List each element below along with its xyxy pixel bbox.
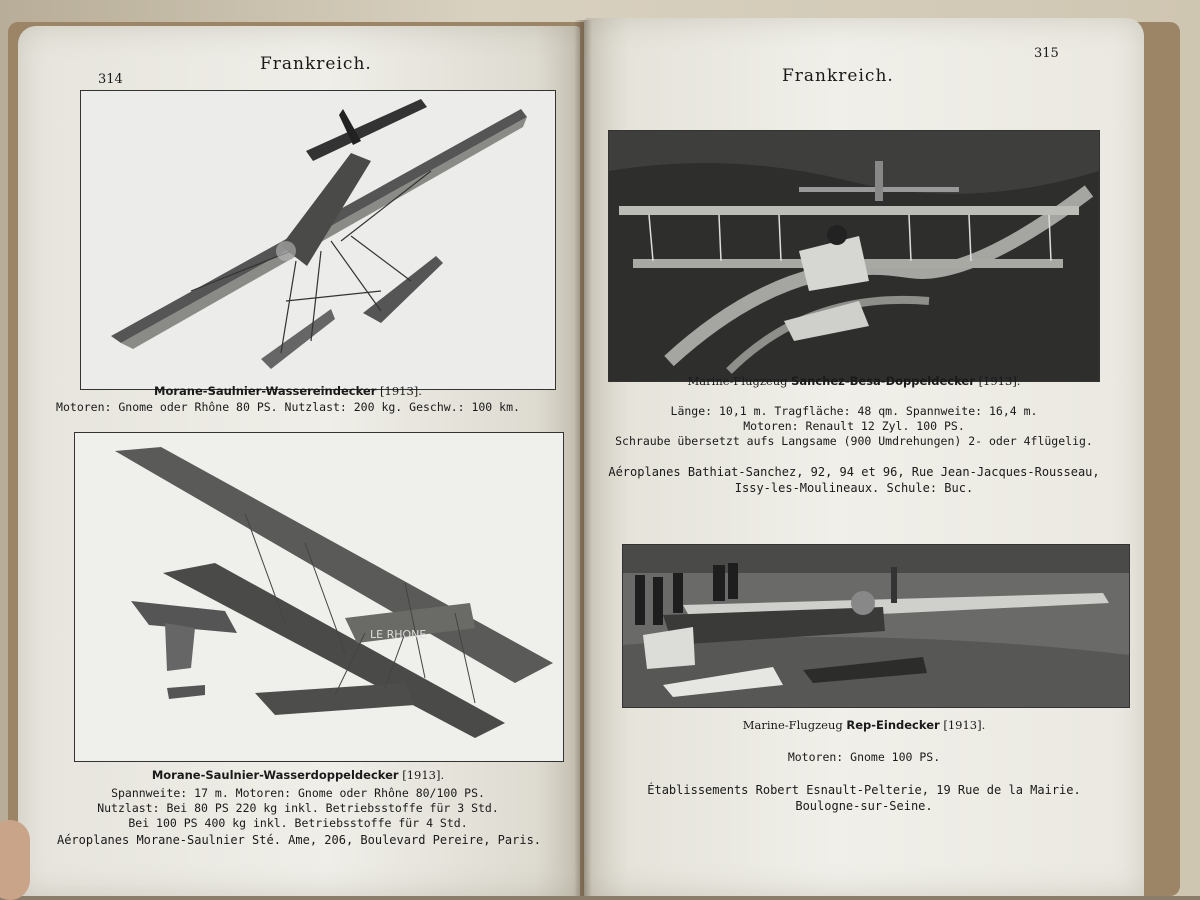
- right-fig1-year: [1913].: [978, 374, 1021, 388]
- right-fig1-maker-line2: Issy-les-Moulineaux. Schule: Buc.: [734, 481, 974, 495]
- right-fig1-caption: [584, 374, 1124, 389]
- left-fig1-specs: Motoren: Gnome oder Rhône 80 PS. Nutzlast: 200 kg. Geschw.: 100 km.: [56, 400, 520, 414]
- right-fig2-maker-line2: Boulogne-sur-Seine.: [795, 799, 933, 813]
- left-fig1-caption: [18, 384, 558, 399]
- right-fig2-maker-line1: Établissements Robert Esnault-Pelterie, 19 Rue de la Mairie.: [647, 783, 1081, 797]
- monoplane-illustration: [81, 91, 555, 389]
- photo-rep-monoplane: [622, 544, 1130, 708]
- fuselage-lettering: LE RHONE: [370, 628, 427, 641]
- left-fig2-spec-line3: Bei 100 PS 400 kg inkl. Betriebsstoffe für 4 Std.: [128, 816, 468, 830]
- left-fig2-spec-line2: Nutzlast: Bei 80 PS 220 kg inkl. Betriebsstoffe für 3 Std.: [97, 801, 499, 815]
- right-page: [584, 18, 1144, 896]
- photo-morane-saulnier-monoplane: [80, 90, 556, 390]
- right-fig2-caption: [584, 718, 1144, 733]
- right-fig1-spec-line2: Motoren: Renault 12 Zyl. 100 PS.: [743, 419, 965, 433]
- thumb: [0, 820, 30, 900]
- right-fig1-spec-line3: Schraube übersetzt aufs Langsame (900 Umdrehungen) 2- oder 4flügelig.: [615, 434, 1093, 448]
- rep-monoplane-illustration: [623, 545, 1129, 707]
- left-fig1-year: [1913].: [380, 384, 422, 398]
- sanchez-besa-illustration: [609, 131, 1099, 381]
- left-page-number: 314: [98, 72, 123, 87]
- right-fig1-title-bold: Sanchez-Besa-Doppeldecker: [791, 374, 975, 388]
- left-fig1-title: Morane-Saulnier-Wassereindecker: [154, 384, 377, 398]
- left-fig2-maker: Aéroplanes Morane-Saulnier Sté. Ame, 206, Boulevard Pereire, Paris.: [56, 833, 542, 847]
- right-fig2-title-prefix: Marine-Flugzeug: [742, 718, 843, 732]
- photo-morane-saulnier-biplane: [74, 432, 564, 762]
- biplane-illustration: [75, 433, 563, 761]
- photo-sanchez-besa-biplane: [608, 130, 1100, 382]
- right-fig2-year: [1913].: [943, 718, 986, 732]
- right-fig2-specs: Motoren: Gnome 100 PS.: [787, 750, 941, 764]
- right-fig2-title-bold: Rep-Eindecker: [846, 718, 940, 732]
- left-fig2-spec-line1: Spannweite: 17 m. Motoren: Gnome oder Rhône 80/100 PS.: [111, 786, 485, 800]
- right-fig1-spec-line1: Länge: 10,1 m. Tragfläche: 48 qm. Spannweite: 16,4 m.: [670, 404, 1038, 418]
- right-running-head: Frankreich.: [782, 66, 894, 86]
- left-fig2-title: Morane-Saulnier-Wasserdoppeldecker: [151, 768, 399, 782]
- right-fig1-title-prefix: Marine-Flugzeug: [687, 374, 788, 388]
- right-page-number: 315: [1034, 46, 1059, 61]
- left-running-head: Frankreich.: [260, 54, 372, 74]
- left-fig2-caption: [18, 768, 578, 783]
- right-fig1-maker-line1: Aéroplanes Bathiat-Sanchez, 92, 94 et 96, Rue Jean-Jacques-Rousseau,: [608, 465, 1100, 479]
- left-fig2-year: [1913].: [402, 768, 445, 782]
- book-gutter: [574, 20, 592, 896]
- left-page: [18, 26, 580, 896]
